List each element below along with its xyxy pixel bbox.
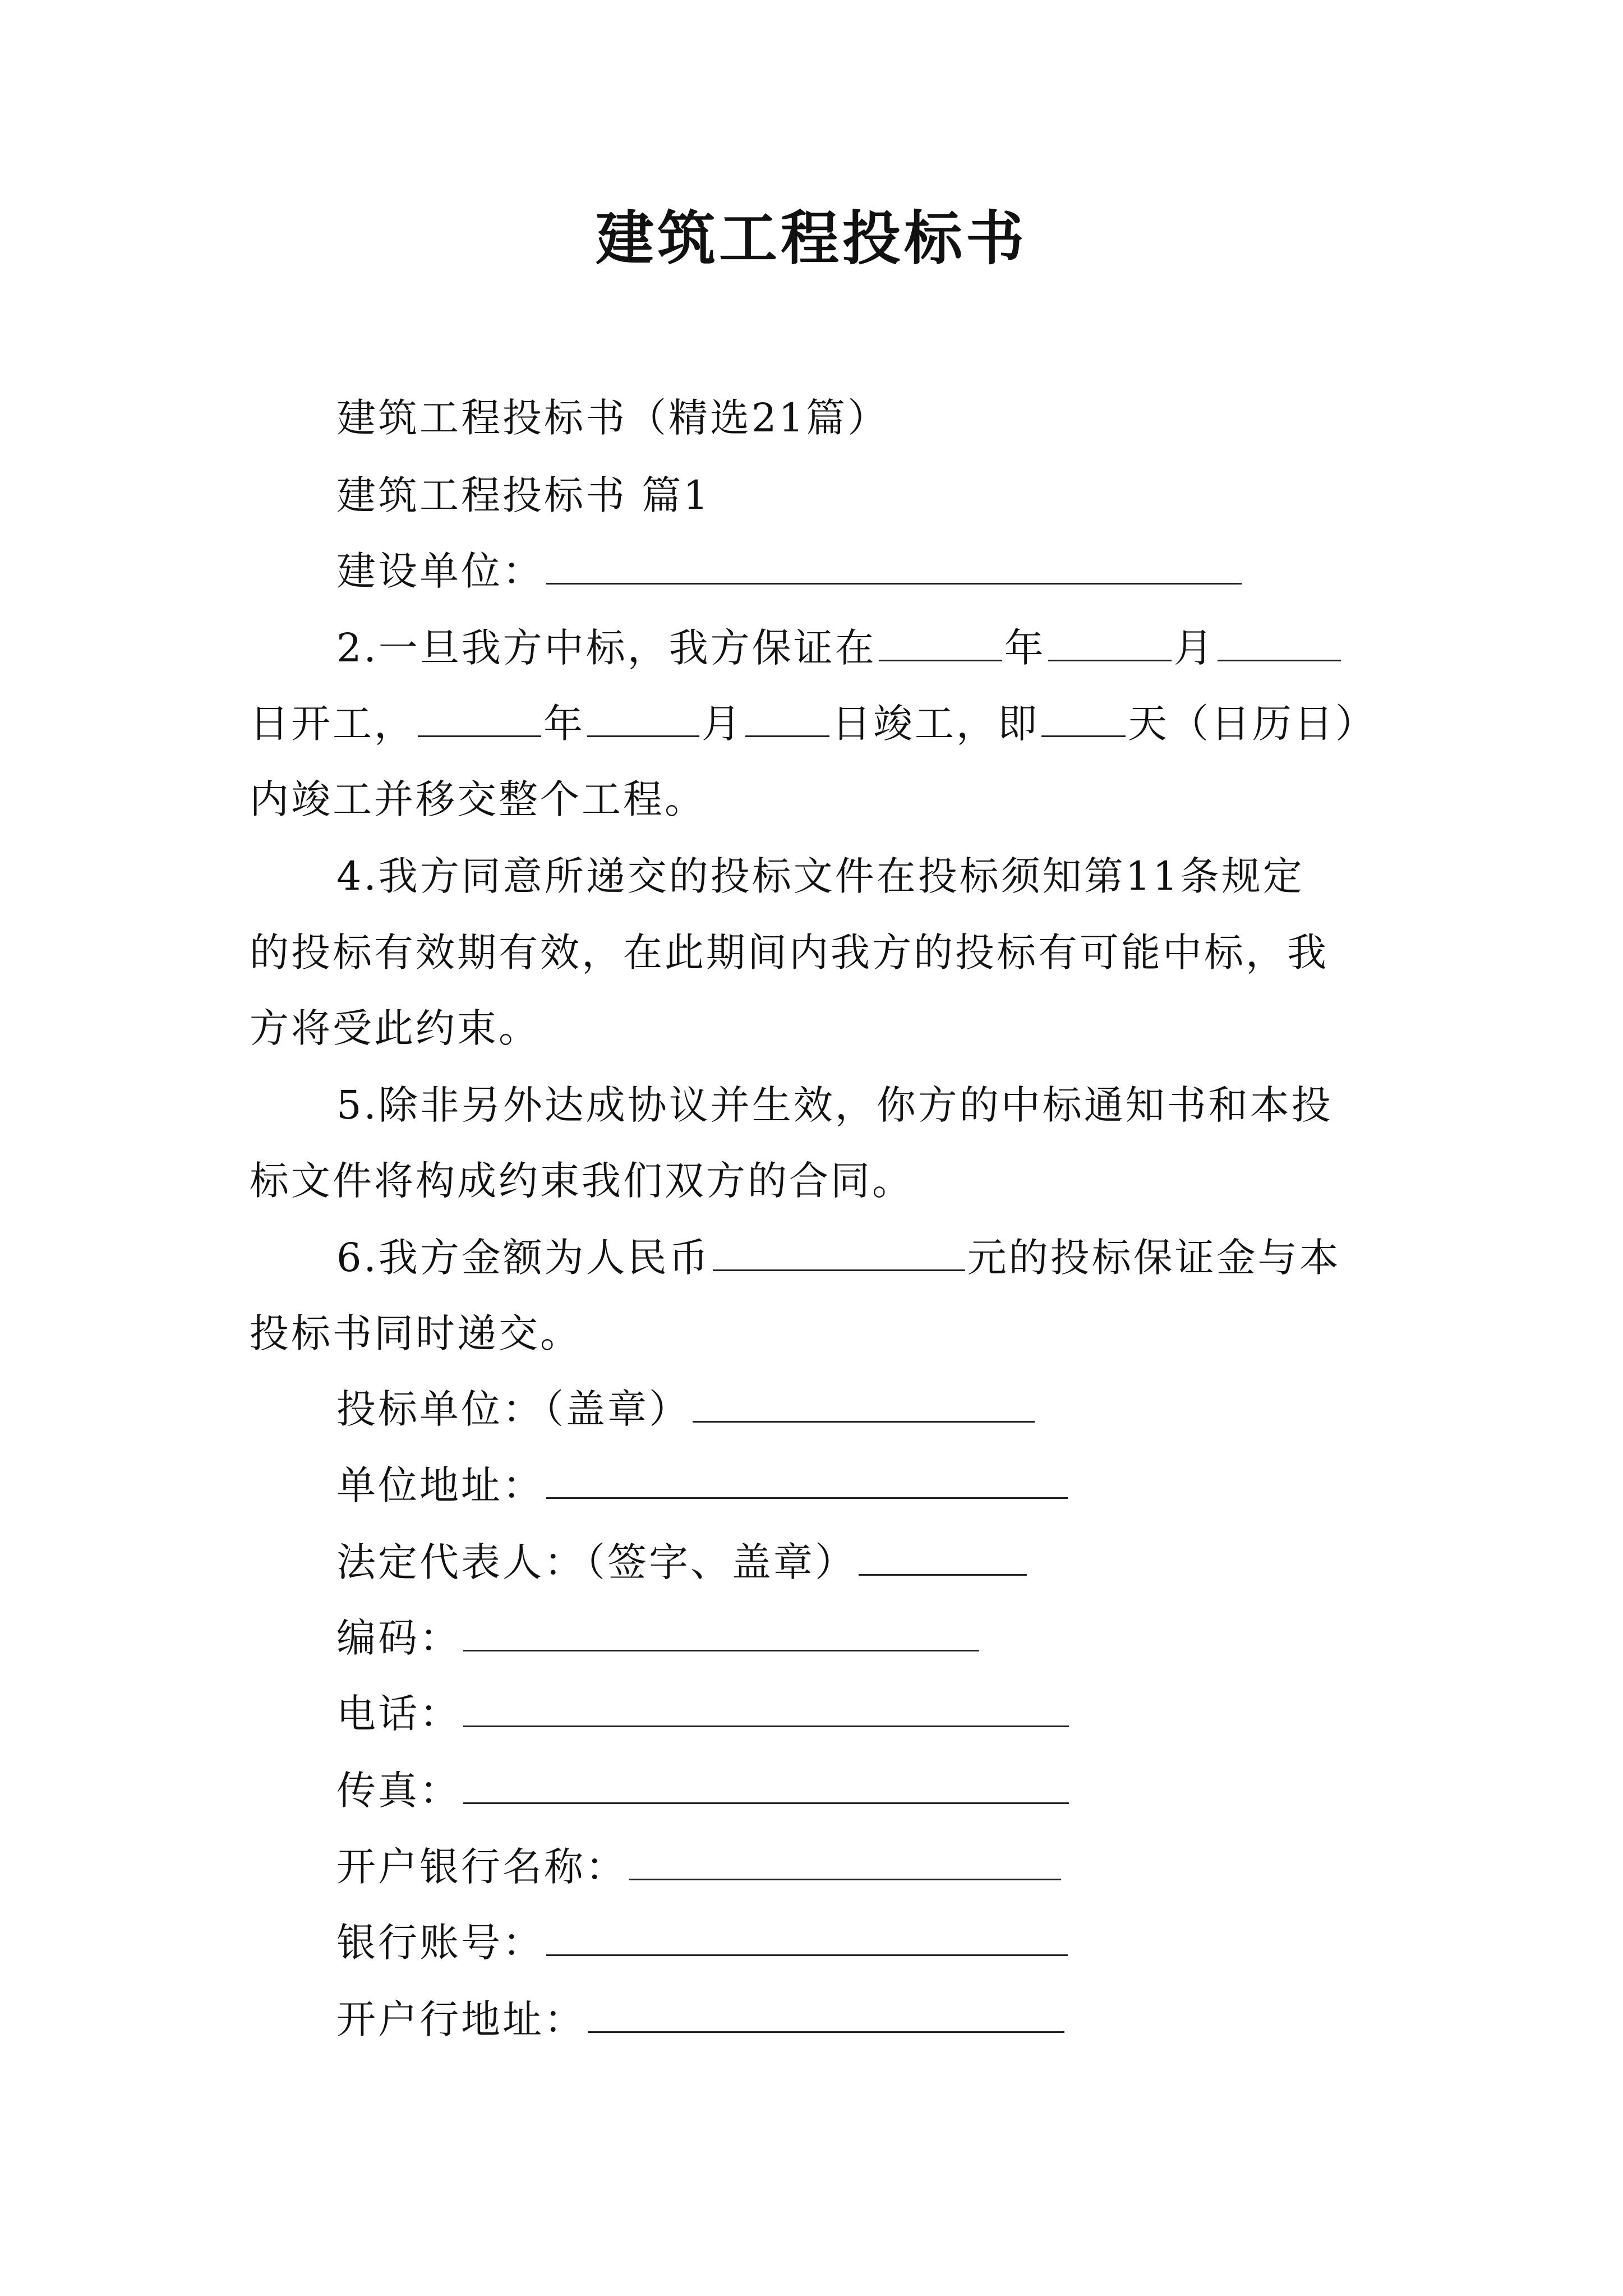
builder-line <box>336 543 1244 599</box>
phone-field <box>336 1686 1071 1742</box>
builder-label: 建设单位： <box>336 548 544 594</box>
para2-text-b: 日开工， <box>250 701 416 747</box>
para2-line1 <box>336 620 1343 676</box>
para2-text-c: 日竣工，即 <box>832 701 1039 747</box>
section-heading: 建筑工程投标书 篇1 <box>336 472 711 518</box>
phone-blank[interactable] <box>463 1691 1069 1727</box>
para6-line2: 投标书同时递交。 <box>250 1310 582 1356</box>
para6-text-a: 6.我方金额为人民币 <box>336 1235 711 1281</box>
para2-line3: 内竣工并移交整个工程。 <box>250 776 706 822</box>
address-label: 单位地址： <box>336 1462 544 1508</box>
end-month-blank[interactable] <box>587 701 699 737</box>
para2-month2-label: 月 <box>702 701 743 747</box>
para2-text-a: 2.一旦我方中标，我方保证在 <box>336 625 877 671</box>
para5-line1: 5.除非另外达成协议并生效，你方的中标通知书和本投 <box>336 1082 1333 1128</box>
para5-line2: 标文件将构成约束我们双方的合同。 <box>250 1158 914 1204</box>
bank-account-blank[interactable] <box>546 1920 1068 1956</box>
address-field <box>336 1457 1070 1513</box>
para4-line2: 的投标有效期有效，在此期间内我方的投标有可能中标，我 <box>250 930 1329 976</box>
legal-rep-field <box>336 1534 1029 1590</box>
fax-blank[interactable] <box>463 1768 1069 1804</box>
days-blank[interactable] <box>1041 701 1126 737</box>
fax-label: 传真： <box>336 1768 461 1814</box>
document-subtitle: 建筑工程投标书（精选21篇） <box>336 395 889 441</box>
para2-line2 <box>250 696 1377 752</box>
bidder-field <box>336 1381 1037 1437</box>
bank-account-label: 银行账号： <box>336 1920 544 1966</box>
para4-line1: 4.我方同意所递交的投标文件在投标须知第11条规定 <box>336 853 1304 899</box>
para2-year-label: 年 <box>1004 625 1046 671</box>
legal-rep-label: 法定代表人：（签字、盖章） <box>336 1539 856 1585</box>
address-blank[interactable] <box>546 1462 1068 1499</box>
start-year-blank[interactable] <box>879 625 1002 661</box>
phone-label: 电话： <box>336 1691 461 1737</box>
bidder-label: 投标单位：（盖章） <box>336 1386 690 1432</box>
postcode-label: 编码： <box>336 1615 461 1661</box>
legal-rep-blank[interactable] <box>859 1539 1027 1576</box>
bidder-blank[interactable] <box>693 1386 1035 1423</box>
para2-year2-label: 年 <box>543 701 585 747</box>
para6-line1 <box>336 1230 1341 1286</box>
para2-text-d: 天（日历日） <box>1128 701 1377 747</box>
postcode-field <box>336 1610 981 1666</box>
bank-address-blank[interactable] <box>588 1996 1064 2033</box>
para4-line3: 方将受此约束。 <box>250 1005 540 1051</box>
end-day-blank[interactable] <box>745 701 829 737</box>
bank-account-field <box>336 1915 1070 1971</box>
para2-month-label: 月 <box>1173 625 1215 671</box>
end-year-blank[interactable] <box>418 701 541 737</box>
bank-name-blank[interactable] <box>629 1844 1061 1880</box>
start-day-blank[interactable] <box>1218 625 1341 661</box>
deposit-amount-blank[interactable] <box>713 1235 965 1271</box>
bank-name-label: 开户银行名称： <box>336 1844 627 1890</box>
postcode-blank[interactable] <box>463 1615 979 1651</box>
fax-field <box>336 1763 1071 1819</box>
start-month-blank[interactable] <box>1048 625 1172 661</box>
document-title: 建筑工程投标书 <box>595 204 1027 273</box>
bank-name-field <box>336 1839 1063 1895</box>
bank-address-field <box>336 1991 1067 2047</box>
bank-address-label: 开户行地址： <box>336 1996 585 2042</box>
builder-blank[interactable] <box>546 548 1242 585</box>
para6-text-b: 元的投标保证金与本 <box>967 1235 1341 1281</box>
